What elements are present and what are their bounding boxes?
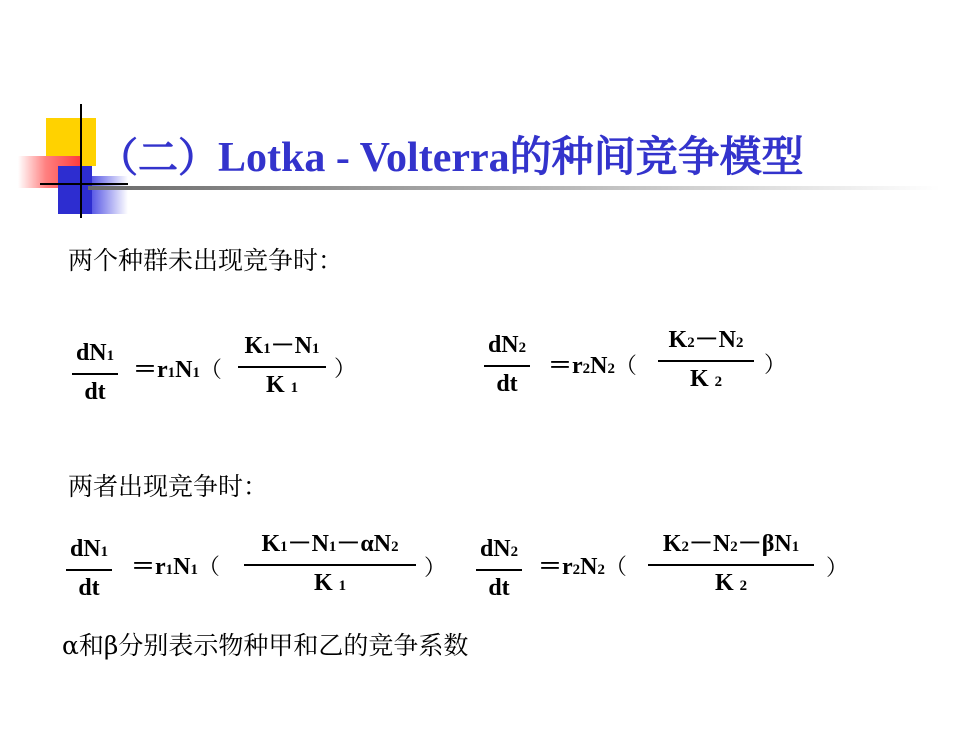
growth-term: ＝r1N1（: [131, 554, 220, 580]
derivative-denominator: dt: [78, 575, 100, 601]
competition-numerator: K2－N2－βN1: [662, 531, 800, 557]
competition-denominator: K 1: [313, 570, 347, 596]
close-paren: ）: [826, 556, 849, 581]
fraction-bar: [238, 366, 326, 368]
competition-fraction: [648, 531, 814, 599]
competition-numerator: K1－N1－αN2: [261, 531, 399, 557]
derivative-denominator: dt: [488, 575, 510, 601]
logistic-fraction: [238, 333, 326, 401]
fraction-bar: [484, 365, 530, 367]
slide-title: [98, 129, 804, 185]
close-paren: ）: [764, 353, 787, 378]
decor-blue-square: [58, 166, 92, 214]
decor-vertical-line: [80, 104, 82, 218]
fraction-bar: [476, 569, 522, 571]
fraction-bar: [244, 564, 416, 566]
coefficient-note: α和β分别表示物种甲和乙的竞争系数: [62, 631, 469, 660]
derivative-fraction: [484, 332, 530, 397]
growth-term: ＝r2N2（: [538, 554, 627, 580]
derivative-numerator: dN2: [487, 332, 527, 358]
derivative-denominator: dt: [496, 371, 518, 397]
title-underline: [88, 186, 940, 190]
derivative-fraction: [72, 340, 118, 405]
logistic-denominator: K 1: [265, 372, 299, 398]
derivative-numerator: dN1: [75, 340, 115, 366]
title-cjk: 的种间竞争模型: [509, 132, 804, 181]
derivative-numerator: dN2: [479, 536, 519, 562]
title-latin: Lotka - Volterra: [218, 135, 510, 181]
derivative-fraction: [66, 536, 112, 601]
close-paren: ）: [334, 357, 357, 382]
derivative-fraction: [476, 536, 522, 601]
derivative-numerator: dN1: [69, 536, 109, 562]
logistic-fraction: [658, 327, 754, 395]
logistic-denominator: K 2: [689, 366, 723, 392]
title-section-number: （二）: [98, 135, 218, 181]
close-paren: ）: [424, 556, 447, 581]
fraction-bar: [658, 360, 754, 362]
competition-fraction: [244, 531, 416, 599]
competition-denominator: K 2: [714, 570, 748, 596]
heading-no-competition: 两个种群未出现竞争时：: [68, 246, 344, 275]
fraction-bar: [648, 564, 814, 566]
heading-competition: 两者出现竞争时：: [68, 472, 269, 501]
growth-term: ＝r2N2（: [548, 353, 637, 379]
logistic-numerator: K2－N2: [668, 327, 744, 353]
growth-term: ＝r1N1（: [133, 357, 222, 383]
fraction-bar: [72, 373, 118, 375]
derivative-denominator: dt: [84, 379, 106, 405]
logistic-numerator: K1－N1: [244, 333, 320, 359]
fraction-bar: [66, 569, 112, 571]
